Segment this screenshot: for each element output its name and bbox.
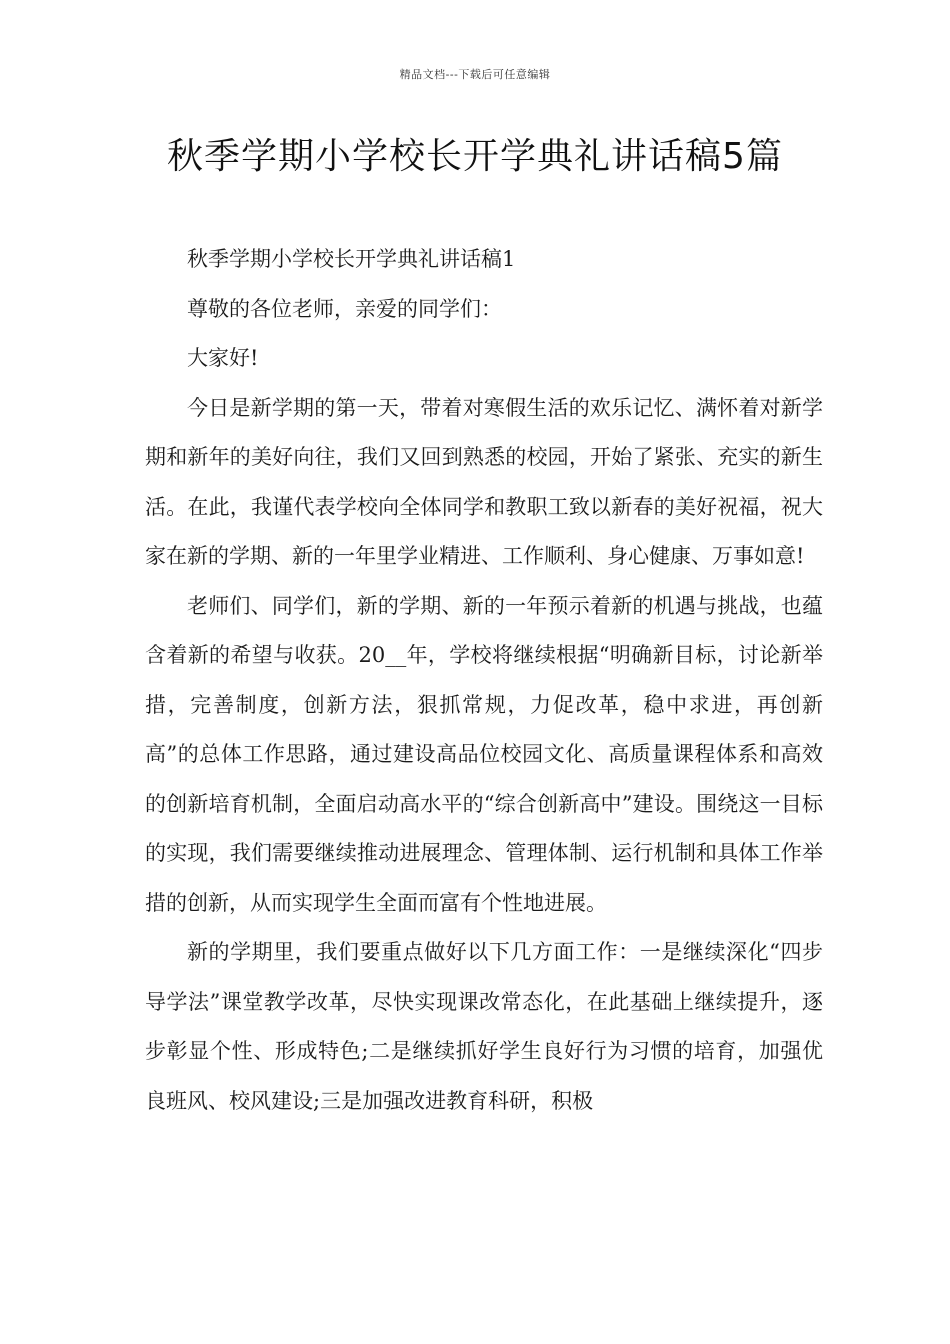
body-paragraph: 新的学期里，我们要重点做好以下几方面工作：一是继续深化“四步导学法”课堂教学改革，尽快实现课改常态化，在此基础上继续提升，逐步彰显个性、形成特色;二是继续抓好学生良好行为习惯的培育，加强优良班风、校风建设;三是加强改进教育科研，积极 [145,940,823,1113]
salutation: 尊敬的各位老师，亲爱的同学们： [187,296,502,321]
speech-subtitle: 秋季学期小学校长开学典礼讲话稿1 [187,247,516,271]
document-body [145,235,823,1126]
body-paragraph: 老师们、同学们，新的学期、新的一年预示着新的机遇与挑战，也蕴含着新的希望与收获。20__年，学校将继续根据“明确新目标，讨论新举措，完善制度，创新方法，狠抓常规，力促改革，稳中求进，再创新高”的总体工作思路，通过建设高品位校园文化、高质量课程体系和高效的创新培育机制，全面启动高水平的“综合创新高中”建设。围绕这一目标的实现，我们需要继续推动进展理念、管理体制、运行机制和具体工作举措的创新，从而实现学生全面而富有个性地进展。 [145,593,823,915]
header-note: 精品文档---下载后可任意编辑 [399,68,551,81]
body-paragraph: 今日是新学期的第一天，带着对寒假生活的欢乐记忆、满怀着对新学期和新年的美好向往，我们又回到熟悉的校园，开始了紧张、充实的新生活。在此，我谨代表学校向全体同学和教职工致以新春的美好祝福，祝大家在新的学期、新的一年里学业精进、工作顺利、身心健康、万事如意! [145,395,823,568]
greeting: 大家好! [187,346,259,370]
document-title: 秋季学期小学校长开学典礼讲话稿5篇 [167,136,783,177]
